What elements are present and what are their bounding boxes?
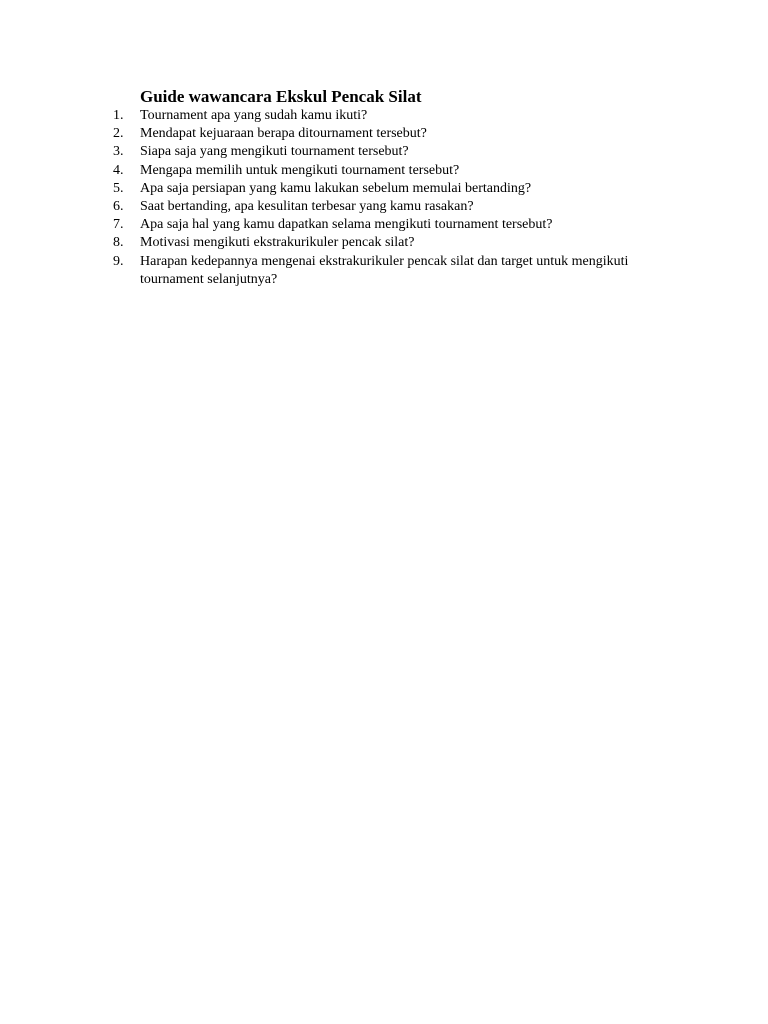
question-text: Apa saja hal yang kamu dapatkan selama mengikuti tournament tersebut?	[140, 217, 553, 233]
question-list	[0, 107, 680, 289]
question-number: 6.	[113, 199, 124, 215]
question-item	[0, 253, 680, 289]
question-item	[0, 198, 680, 216]
question-text: Mendapat kejuaraan berapa ditournament tersebut?	[140, 126, 427, 142]
question-text: Harapan kedepannya mengenai ekstrakurikuler pencak silat dan target untuk mengikuti tournament selanjutnya?	[140, 253, 629, 287]
question-number: 5.	[113, 180, 124, 196]
question-item	[0, 180, 680, 198]
question-text: Mengapa memilih untuk mengikuti tournament tersebut?	[140, 162, 460, 178]
question-number: 1.	[113, 108, 124, 123]
question-number: 3.	[113, 144, 124, 160]
question-number: 8.	[113, 235, 124, 251]
question-text: Saat bertanding, apa kesulitan terbesar yang kamu rasakan?	[140, 199, 474, 215]
question-number: 4.	[113, 162, 124, 178]
question-text: Apa saja persiapan yang kamu lakukan sebelum memulai bertanding?	[140, 180, 532, 196]
document-title: Guide wawancara Ekskul Pencak Silat	[140, 87, 422, 106]
question-item	[0, 162, 680, 180]
question-number: 9.	[113, 253, 124, 269]
question-text: Motivasi mengikuti ekstrakurikuler pencak silat?	[140, 235, 415, 251]
question-text: Tournament apa yang sudah kamu ikuti?	[140, 108, 368, 123]
question-number: 2.	[113, 126, 124, 142]
question-item	[0, 216, 680, 234]
question-item	[0, 107, 680, 125]
question-item	[0, 143, 680, 161]
question-item	[0, 234, 680, 252]
question-number: 7.	[113, 217, 124, 233]
question-text: Siapa saja yang mengikuti tournament tersebut?	[140, 144, 409, 160]
question-item	[0, 125, 680, 143]
